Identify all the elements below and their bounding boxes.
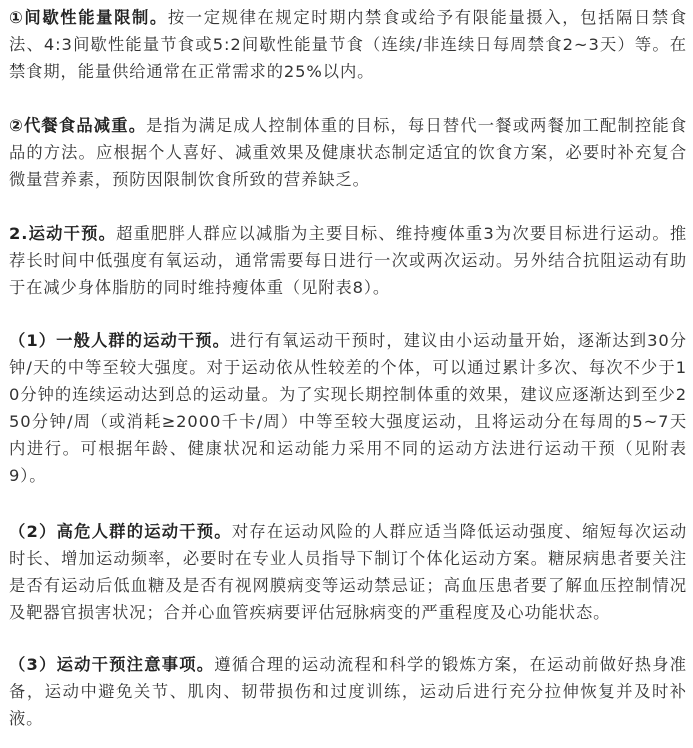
- paragraph-precautions: [9, 651, 687, 732]
- paragraph-text: 是指为满足成人控制体重的目标，每日替代一餐或两餐加工配制控能食品的方法。应根据个人喜好、减重效果及健康状态制定适宜的饮食方案，必要时补充复合微量营养素，预防因限制饮食所致的营养缺乏。: [9, 116, 687, 189]
- paragraph-text: 按一定规律在规定时期内禁食或给予有限能量摄入，包括隔日禁食法、4:3间歇性能量节食或5:2间歇性能量节食（连续/非连续日每周禁食2~3天）等。在禁食期，能量供给通常在正常需求的25%以内。: [9, 8, 688, 81]
- paragraph-text: 遵循合理的运动流程和科学的锻炼方案，在运动前做好热身准备，运动中避免关节、肌肉、韧带损伤和过度训练，运动后进行充分拉伸恢复并及时补液。: [9, 655, 687, 728]
- paragraph-high-risk-population: [9, 518, 687, 626]
- paragraph-heading: （2）高危人群的运动干预。: [9, 522, 232, 541]
- paragraph-exercise-intervention: [9, 220, 687, 301]
- paragraph-intermittent-energy-restriction: [9, 4, 687, 85]
- paragraph-text: 进行有氧运动干预时，建议由小运动量开始，逐渐达到30分钟/天的中等至较大强度。对于运动依从性较差的个体，可以通过累计多次、每次不少于10分钟的连续运动达到总的运动量。为了实现长期控制体重的效果，建议应逐渐达到至少250分钟/周（或消耗≥2000千卡/周）中等至较大强度运动，且将运动分在每周的5~7天内进行。可根据年龄、健康状况和运动能力采用不同的运动方法进行运动干预（见附表9）。: [9, 331, 687, 485]
- paragraph-meal-replacement: [9, 112, 687, 193]
- paragraph-heading: （3）运动干预注意事项。: [9, 655, 215, 674]
- paragraph-text: 超重肥胖人群应以减脂为主要目标、维持瘦体重3为次要目标进行运动。推荐长时间中低强度有氧运动，通常需要每日进行一次或两次运动。另外结合抗阻运动有助于在减少身体脂肪的同时维持瘦体重（见附表8）。: [9, 224, 687, 297]
- paragraph-text: 对存在运动风险的人群应适当降低运动强度、缩短每次运动时长、增加运动频率，必要时在专业人员指导下制订个体化运动方案。糖尿病患者要关注是否有运动后低血糖及是否有视网膜病变等运动禁忌证；高血压患者要了解血压控制情况及靶器官损害状况；合并心血管疾病要评估冠脉病变的严重程度及心功能状态。: [9, 522, 687, 622]
- paragraph-heading: ②代餐食品减重。: [9, 116, 147, 135]
- paragraph-heading: ①间歇性能量限制。: [9, 8, 168, 27]
- paragraph-heading: （1）一般人群的运动干预。: [9, 331, 230, 350]
- paragraph-heading: 2.运动干预。: [9, 224, 117, 243]
- paragraph-general-population: [9, 327, 687, 489]
